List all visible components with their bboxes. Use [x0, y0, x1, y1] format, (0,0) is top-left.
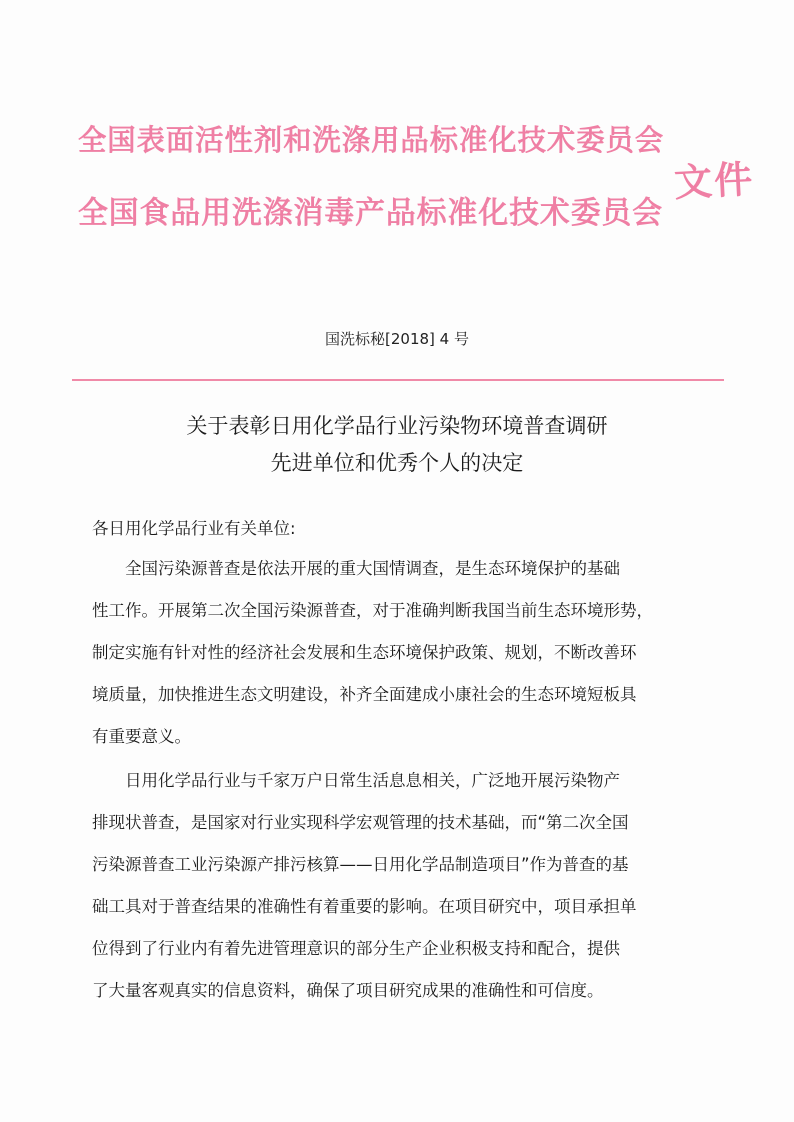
paragraph-1-line: 境质量，加快推进生态文明建设，补齐全面建成小康社会的生态环境短板具	[92, 685, 637, 704]
paragraph-2-line: 了大量客观真实的信息资料，确保了项目研究成果的准确性和可信度。	[92, 981, 604, 1000]
document-number: 国洗标秘[2018] 4 号	[325, 330, 469, 348]
paragraph-1-line: 全国污染源普查是依法开展的重大国情调查，是生态环境保护的基础	[125, 559, 620, 578]
document-title-line-1: 关于表彰日用化学品行业污染物环境普查调研	[186, 413, 608, 438]
paragraph-1-line: 有重要意义。	[92, 727, 191, 746]
salutation: 各日用化学品行业有关单位:	[92, 519, 296, 538]
paragraph-1-line: 性工作。开展第二次全国污染源普查，对于准确判断我国当前生态环境形势，	[92, 601, 653, 620]
paragraph-2-line: 日用化学品行业与千家万户日常生活息息相关，广泛地开展污染物产	[125, 771, 620, 790]
header-divider	[72, 379, 724, 381]
paragraph-2-line: 位得到了行业内有着先进管理意识的部分生产企业积极支持和配合，提供	[92, 939, 620, 958]
document-title-line-2: 先进单位和优秀个人的决定	[270, 450, 524, 475]
paragraph-1-line: 制定实施有针对性的经济社会发展和生态环境保护政策、规划，不断改善环	[92, 643, 637, 662]
document-suffix: 文件	[673, 155, 756, 206]
paragraph-2-line: 污染源普查工业污染源产排污核算——日用化学品制造项目”作为普查的基	[92, 855, 629, 874]
issuing-org-1: 全国表面活性剂和洗涤用品标准化技术委员会	[78, 123, 665, 157]
issuing-org-2: 全国食品用洗涤消毒产品标准化技术委员会	[78, 195, 664, 231]
paragraph-2-line: 排现状普查，是国家对行业实现科学宏观管理的技术基础，而“第二次全国	[92, 813, 629, 832]
paragraph-2-line: 础工具对于普查结果的准确性有着重要的影响。在项目研究中，项目承担单	[92, 897, 637, 916]
